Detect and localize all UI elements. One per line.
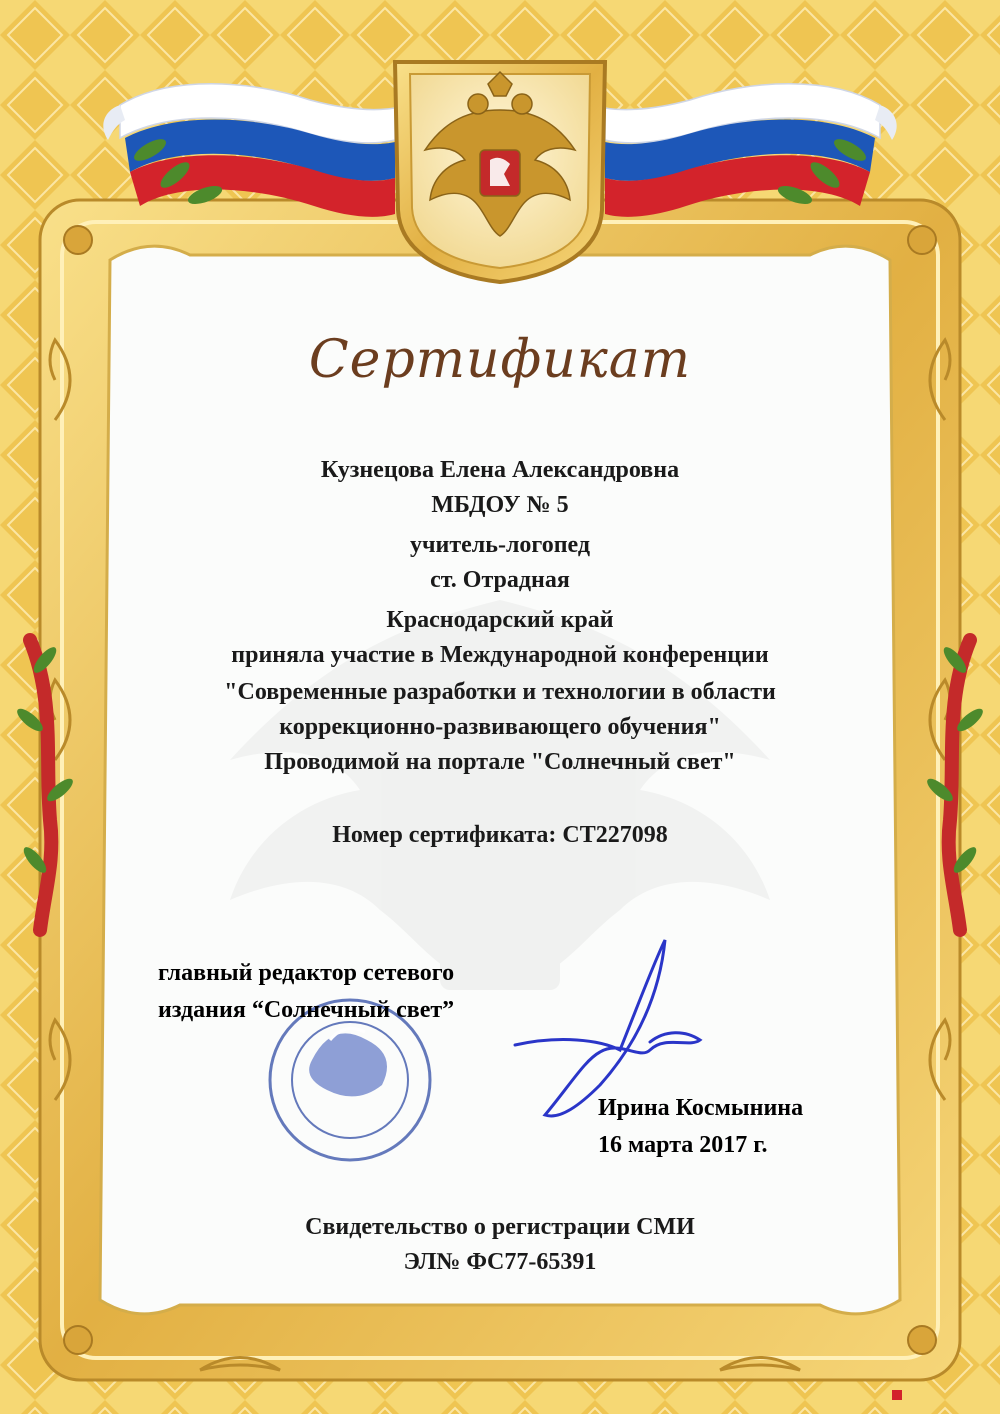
certificate-number: Номер сертификата: СТ227098: [332, 822, 668, 848]
signatory-role-line1: главный редактор сетевого: [158, 960, 455, 986]
institution: МБДОУ № 5: [431, 492, 569, 518]
certificate-title: Сертификат: [308, 330, 692, 390]
locality: ст. Отрадная: [430, 567, 570, 593]
registration-number: ЭЛ№ ФС77-65391: [403, 1249, 597, 1275]
signatory-role-line2: издания “Солнечный свет”: [158, 997, 455, 1023]
position: учитель-логопед: [409, 532, 591, 558]
recipient-name: Кузнецова Елена Александровна: [320, 457, 680, 483]
event-title-line1: "Современные разработки и технологии в области: [224, 679, 776, 705]
signatory-name: Ирина Космынина: [598, 1095, 804, 1121]
event-title-line2: коррекционно-развивающего обучения": [279, 714, 721, 740]
portal-line: Проводимой на портале "Солнечный свет": [264, 749, 736, 775]
signature-date: 16 марта 2017 г.: [598, 1132, 768, 1158]
region: Краснодарский край: [386, 607, 614, 633]
registration-line1: Свидетельство о регистрации СМИ: [305, 1214, 695, 1240]
participation-text: приняла участие в Международной конференции: [231, 642, 769, 668]
